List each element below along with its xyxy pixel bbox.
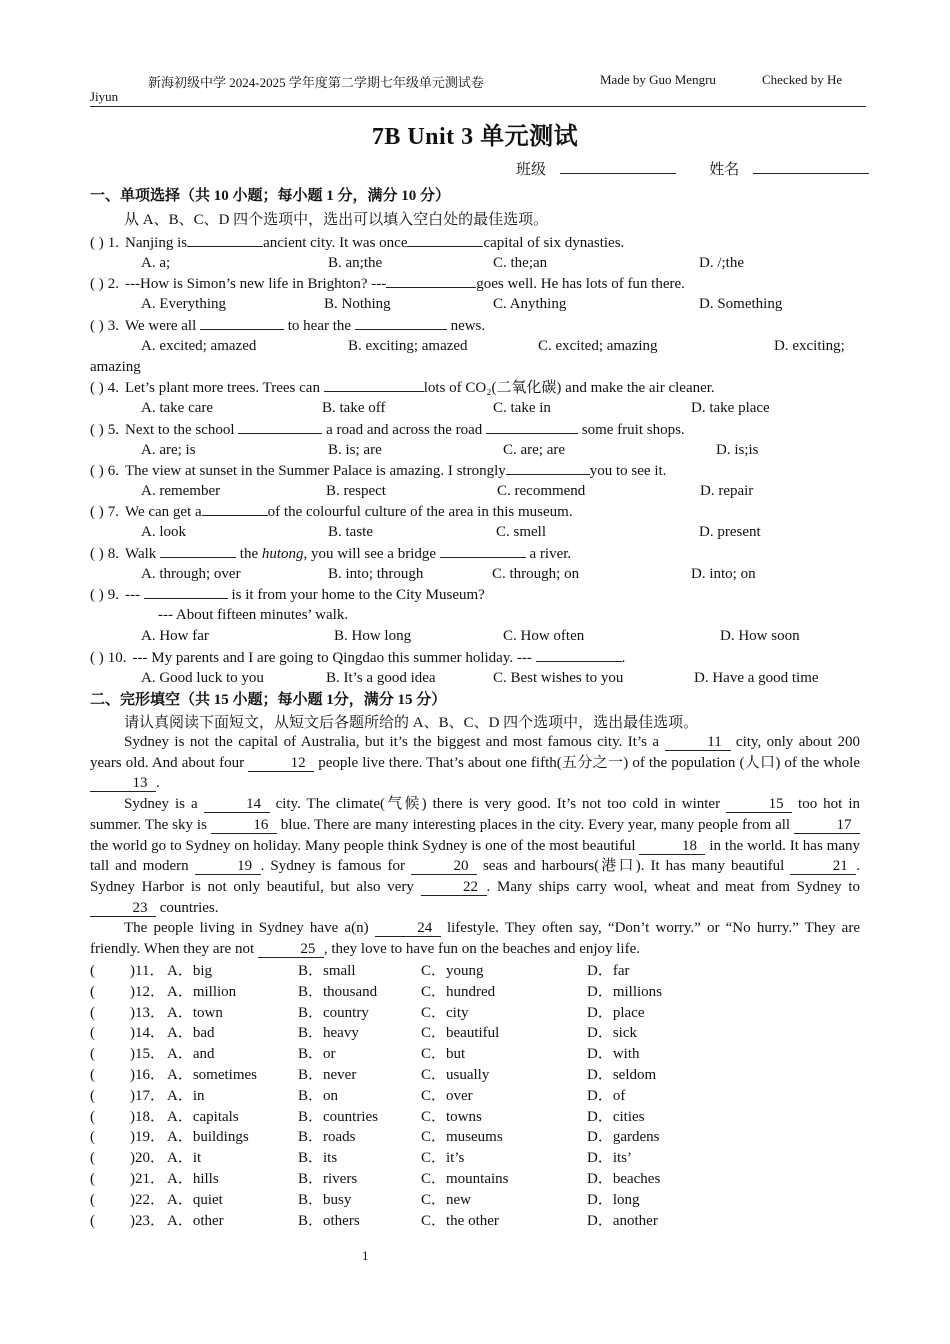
question-number: )19． (130, 1129, 165, 1146)
option-D: D. Something (699, 296, 783, 312)
passage-text: . Sydney is famous for (260, 858, 411, 875)
class-field[interactable] (560, 159, 676, 174)
option-C: C．it’s (421, 1150, 465, 1167)
question-text: you to see it. (589, 463, 667, 479)
option-B: B．or (298, 1046, 336, 1063)
option-D: D．its’ (587, 1150, 633, 1167)
option-A: A．big (167, 963, 213, 979)
question-number: )21． (130, 1171, 165, 1187)
answer-paren[interactable]: ( (90, 1025, 95, 1042)
cloze-blank[interactable]: 13 (90, 775, 156, 792)
option-B: B. taste (328, 524, 373, 540)
question-number: )14． (130, 1025, 165, 1042)
answer-paren[interactable]: ( ) (90, 318, 104, 334)
question-text: We were all (125, 318, 200, 334)
cloze-question-16 (90, 1065, 165, 1085)
cloze-blank[interactable]: 11 (665, 734, 731, 751)
question-number: 3. (107, 318, 119, 334)
question-text: Walk (125, 546, 161, 562)
cloze-blank[interactable]: 22 (421, 879, 487, 896)
header-checked-by-cont: Jiyun (90, 89, 119, 104)
answer-paren[interactable]: ( (90, 983, 95, 1000)
answer-paren[interactable]: ( (90, 1004, 95, 1021)
section2-heading: 二、完形填空（共 15 小题；每小题 1分，满分 15 分） (90, 692, 447, 708)
cloze-blank[interactable]: 23 (90, 900, 156, 917)
question-number: )15． (130, 1046, 165, 1063)
section1-heading: 一、单项选择（共 10 小题；每小题 1 分，满分 10 分） (90, 188, 451, 204)
option-C: C．city (421, 1004, 469, 1021)
option-B: B．roads (298, 1129, 356, 1146)
question-text: goes well. He has lots of fun there. (476, 276, 685, 292)
question-number: )18． (130, 1108, 165, 1125)
question-text: a road and across the road (322, 422, 487, 438)
answer-paren[interactable]: ( ) (90, 276, 104, 292)
option-D: D. exciting; (774, 338, 845, 354)
option-A: A．million (167, 983, 237, 1000)
option-A: A．town (167, 1004, 223, 1021)
option-D: D．beaches (587, 1171, 661, 1187)
cloze-question-18 (90, 1107, 165, 1127)
option-B: B. into; through (328, 566, 424, 582)
question-3 (90, 315, 485, 336)
option-D: D. into; on (691, 566, 756, 582)
passage-paragraph (90, 732, 860, 794)
option-D: D. is;is (716, 442, 759, 458)
student-info (516, 158, 869, 179)
cloze-blank[interactable]: 19 (195, 858, 261, 875)
cloze-question-17 (90, 1086, 165, 1106)
option-C: C. excited; amazing (538, 338, 658, 354)
answer-paren[interactable]: ( (90, 1067, 95, 1083)
passage-text: Sydney is a (124, 796, 204, 813)
option-B: B．busy (298, 1191, 352, 1208)
option-D: D．far (587, 963, 630, 979)
question-text: the (236, 546, 262, 562)
option-D: D．gardens (587, 1129, 660, 1146)
cloze-question-21 (90, 1169, 165, 1189)
answer-paren[interactable]: ( ) (90, 235, 104, 251)
option-D: D．with (587, 1046, 640, 1063)
question-number: )23． (130, 1212, 165, 1229)
option-C: C. How often (503, 628, 585, 644)
passage-paragraph (90, 918, 860, 959)
option-B: B. exciting; amazed (348, 338, 468, 354)
option-C: C．new (421, 1191, 471, 1208)
section2-instruction: 请认真阅读下面短文，从短文后各题所给的 A、B、C、D 四个选项中，选出最佳选项。 (124, 715, 699, 731)
option-D: D. How soon (720, 628, 800, 644)
question-number: 8. (107, 546, 119, 562)
answer-paren[interactable]: ( (90, 1046, 95, 1063)
option-B: B．rivers (298, 1171, 358, 1187)
answer-paren[interactable]: ( (90, 1087, 95, 1104)
header-made-by: Made by Guo Mengru (600, 72, 716, 87)
option-C: C．beautiful (421, 1025, 500, 1042)
option-A: A. take care (141, 400, 214, 416)
question-number: )11． (130, 963, 165, 979)
answer-paren[interactable]: ( (90, 963, 95, 979)
cloze-blank[interactable]: 12 (248, 755, 314, 772)
question-number: )16． (130, 1067, 165, 1083)
option-D: D．cities (587, 1108, 645, 1125)
answer-blank[interactable] (407, 232, 483, 247)
question-7 (90, 501, 573, 522)
question-text-italic: hutong (261, 546, 304, 562)
cloze-blank[interactable]: 24 (375, 920, 441, 937)
answer-blank[interactable] (440, 543, 526, 558)
cloze-blank[interactable]: 21 (790, 858, 856, 875)
option-D: D．sick (587, 1025, 637, 1042)
option-C: C．over (421, 1087, 473, 1104)
passage-text: The people living in Sydney have a(n) (124, 920, 375, 937)
answer-blank[interactable] (160, 543, 236, 558)
option-A: A．hills (167, 1171, 219, 1187)
cloze-question-13 (90, 1003, 165, 1023)
cloze-blank[interactable]: 18 (639, 838, 705, 855)
answer-paren[interactable]: ( (90, 1129, 95, 1146)
answer-paren[interactable]: ( ) (90, 546, 104, 562)
question-sub-line: --- About fifteen minutes’ walk. (158, 607, 349, 623)
cloze-passage (90, 732, 860, 960)
question-5 (90, 419, 685, 440)
cloze-blank[interactable]: 25 (258, 941, 324, 958)
option-A: A．in (167, 1087, 205, 1104)
answer-paren[interactable]: ( (90, 1171, 95, 1187)
cloze-question-22 (90, 1190, 165, 1210)
answer-blank[interactable] (200, 315, 284, 330)
section1-instruction: 从 A、B、C、D 四个选项中，选出可以填入空白处的最佳选项。 (124, 212, 549, 228)
option-A: A. are; is (141, 442, 196, 458)
question-number: 4. (107, 380, 119, 396)
question-number: 1. (107, 235, 119, 251)
question-text: of the colourful culture of the area in this museum. (267, 504, 573, 520)
question-text: a river. (525, 546, 572, 562)
option-wrap: amazing (90, 359, 141, 375)
class-label: 班级 (516, 162, 547, 178)
passage-text: in the world. It has many tall and modern (90, 837, 860, 875)
answer-paren[interactable]: ( (90, 1212, 95, 1229)
option-A: A．quiet (167, 1191, 223, 1208)
answer-blank[interactable] (187, 232, 263, 247)
answer-paren[interactable]: ( (90, 1150, 95, 1167)
option-D: D. Have a good time (694, 670, 819, 686)
option-A: A．bad (167, 1025, 215, 1042)
question-text: ---How is Simon’s new life in Brighton? --- (125, 276, 387, 292)
option-D: D．seldom (587, 1067, 657, 1083)
question-number: 5. (107, 422, 119, 438)
option-A: A．sometimes (167, 1067, 257, 1083)
passage-text: . Many ships carry wool, wheat and meat from Sydney to (486, 878, 860, 895)
passage-text: people live there. That’s about one fifth(五分之一) of the population (人口) of the whole (314, 754, 860, 771)
option-B: B. is; are (328, 442, 382, 458)
passage-text: , they love to have fun on the beaches and enjoy life. (323, 941, 641, 958)
question-number: 9. (107, 587, 119, 603)
question-number: )20． (130, 1150, 165, 1167)
option-A: A．capitals (167, 1108, 239, 1125)
answer-blank[interactable] (486, 419, 578, 434)
option-A: A．buildings (167, 1129, 249, 1146)
question-text: ancient city. It was once (263, 235, 408, 251)
question-text: --- My parents and I are going to Qingdao this summer holiday. --- (132, 650, 536, 666)
question-10 (90, 647, 625, 668)
option-C: C．museums (421, 1129, 503, 1146)
page-title: 7B Unit 3 单元测试 (371, 124, 579, 150)
option-C: C．young (421, 963, 484, 979)
option-D: D．place (587, 1004, 645, 1021)
cloze-blank[interactable]: 17 (794, 817, 860, 834)
question-text: The view at sunset in the Summer Palace is amazing. I strongly (125, 463, 506, 479)
option-C: C．hundred (421, 983, 496, 1000)
question-number: )22． (130, 1191, 165, 1208)
passage-text: . (156, 775, 160, 792)
option-B: B. an;the (328, 255, 383, 271)
question-number: )12． (130, 983, 165, 1000)
question-number: )17． (130, 1087, 165, 1104)
option-C: C. take in (493, 400, 551, 416)
answer-paren[interactable]: ( (90, 1191, 95, 1208)
option-B: B．heavy (298, 1025, 359, 1042)
cloze-blank[interactable]: 16 (211, 817, 277, 834)
question-text: lots of CO₂(二氧化碳) and make the air cleaner. (423, 380, 715, 396)
option-C: C. the;an (493, 255, 548, 271)
passage-text: lifestyle. They often say, “Don’t worry.” or “No hurry.” They are friendly. When they are not (90, 920, 860, 958)
option-B: B. It’s a good idea (326, 670, 436, 686)
question-2 (90, 273, 685, 294)
option-B: B. take off (322, 400, 386, 416)
question-number: 2. (107, 276, 119, 292)
option-D: D. present (699, 524, 761, 540)
answer-blank[interactable] (324, 377, 424, 392)
option-D: D. /;the (699, 255, 744, 271)
cloze-question-15 (90, 1044, 165, 1064)
answer-blank[interactable] (386, 273, 476, 288)
option-D: D. repair (700, 483, 754, 499)
cloze-blank[interactable]: 14 (204, 796, 270, 813)
option-B: B. How long (334, 628, 412, 644)
cloze-blank[interactable]: 15 (726, 796, 792, 813)
question-text: Nanjing is (125, 235, 188, 251)
question-number: 7. (107, 504, 119, 520)
option-C: C. Best wishes to you (493, 670, 624, 686)
option-A: A. Good luck to you (141, 670, 264, 686)
question-1 (90, 232, 624, 253)
option-A: A. a; (141, 255, 171, 271)
passage-text: too hot in summer. The sky is (90, 796, 860, 833)
cloze-question-23 (90, 1211, 165, 1231)
option-C: C．towns (421, 1108, 482, 1125)
option-D: D. take place (691, 400, 770, 416)
name-label: 姓名 (709, 162, 740, 178)
answer-paren[interactable]: ( ) (90, 422, 104, 438)
option-C: C．usually (421, 1067, 490, 1083)
answer-paren[interactable]: ( ) (90, 504, 104, 520)
option-C: C．but (421, 1046, 466, 1063)
answer-blank[interactable] (536, 647, 622, 662)
option-B: B．its (298, 1150, 338, 1167)
question-number: 10. (107, 650, 127, 666)
cloze-question-12 (90, 982, 165, 1002)
cloze-question-19 (90, 1127, 165, 1147)
question-text: is it from your home to the City Museum? (227, 587, 485, 603)
passage-text: . Sydney Harbor is not only beautiful, but also very (90, 858, 861, 895)
question-text: We can get a (125, 504, 202, 520)
answer-blank[interactable] (202, 501, 268, 516)
question-text: Let’s plant more trees. Trees can (125, 380, 324, 396)
passage-text: blue. There are many interesting places in the city. Every year, many people from all (276, 816, 794, 833)
question-number: 6. (107, 463, 119, 479)
cloze-question-20 (90, 1148, 165, 1168)
option-B: B．country (298, 1004, 369, 1021)
question-text: Next to the school (125, 422, 239, 438)
option-B: B．never (298, 1067, 357, 1083)
option-B: B．countries (298, 1108, 378, 1125)
option-B: B．others (298, 1212, 360, 1229)
question-number: )13． (130, 1004, 165, 1021)
option-A: A. remember (141, 483, 221, 499)
option-A: A. through; over (141, 566, 241, 582)
option-C: C．the other (421, 1212, 499, 1229)
option-A: A. How far (141, 628, 209, 644)
option-D: D．millions (587, 983, 663, 1000)
question-text: capital of six dynasties. (483, 235, 625, 251)
option-A: A. Everything (141, 296, 226, 312)
question-6 (90, 460, 666, 481)
page-header (90, 70, 866, 107)
option-C: C. through; on (492, 566, 580, 582)
passage-text: city. The climate(气候) there is very good. It’s not too cold in winter (269, 796, 727, 813)
answer-paren[interactable]: ( ) (90, 463, 104, 479)
question-text: --- (125, 587, 144, 603)
option-A: A．and (167, 1046, 215, 1063)
name-field[interactable] (753, 159, 869, 174)
passage-text: Sydney is not the capital of Australia, but it’s the biggest and most famous city. It’s a (124, 734, 665, 750)
answer-paren[interactable]: ( ) (90, 650, 104, 666)
question-9 (90, 584, 485, 605)
option-C: C. Anything (493, 296, 567, 312)
passage-paragraph (90, 794, 860, 918)
option-B: B．thousand (298, 983, 378, 1000)
option-A: A. look (141, 524, 186, 540)
option-B: B. Nothing (324, 296, 391, 312)
header-checked-by: Checked by He (762, 72, 843, 87)
answer-paren[interactable]: ( ) (90, 587, 104, 603)
option-C: C. are; are (503, 442, 566, 458)
passage-text: seas and harbours(港口). It has many beautiful (476, 858, 791, 875)
question-text: some fruit shops. (578, 422, 685, 438)
option-D: D．long (587, 1191, 640, 1208)
cloze-question-14 (90, 1023, 165, 1043)
answer-paren[interactable]: ( ) (90, 380, 104, 396)
question-text: , you will see a bridge (303, 546, 440, 562)
option-A: A．other (167, 1212, 224, 1229)
answer-blank[interactable] (144, 584, 228, 599)
question-text: news. (446, 318, 486, 334)
answer-paren[interactable]: ( (90, 1108, 95, 1125)
passage-text: countries. (156, 899, 219, 916)
option-B: B．on (298, 1087, 339, 1104)
passage-text: the world go to Sydney on holiday. Many people think Sydney is one of the most beautiful (90, 837, 640, 854)
option-D: D．another (587, 1212, 658, 1229)
option-C: C. recommend (497, 483, 586, 499)
option-A: A. excited; amazed (141, 338, 257, 354)
option-C: C. smell (496, 524, 547, 540)
option-C: C．mountains (421, 1171, 509, 1187)
page-number: 1 (362, 1248, 369, 1263)
question-text: . (621, 650, 626, 666)
question-text: to hear the (284, 318, 355, 334)
option-B: B. respect (326, 483, 386, 499)
passage-text: city, only about 200 years old. And about four (90, 734, 860, 771)
header-school: 新海初级中学 2024-2025 学年度第二学期七年级单元测试卷 (148, 75, 484, 90)
option-A: A．it (167, 1150, 202, 1167)
question-4 (90, 377, 715, 398)
question-8 (90, 543, 571, 564)
option-D: D．of (587, 1087, 626, 1104)
answer-blank[interactable] (506, 460, 590, 475)
answer-blank[interactable] (355, 315, 447, 330)
answer-blank[interactable] (238, 419, 322, 434)
cloze-question-11 (90, 961, 165, 981)
cloze-blank[interactable]: 20 (411, 858, 477, 875)
option-B: B．small (298, 963, 356, 979)
